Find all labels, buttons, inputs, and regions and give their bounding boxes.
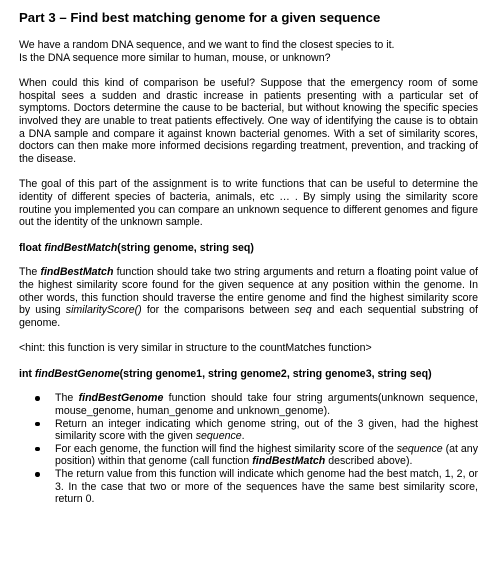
text-run: for the comparisons between (141, 304, 295, 317)
find-best-match-signature (19, 242, 478, 255)
variable-reference: seq (294, 304, 312, 317)
find-best-genome-signature (19, 368, 478, 381)
signature-return-type: float (19, 241, 45, 254)
text-run: . (241, 430, 245, 443)
text-run: function should take two string arguments and return a floating point value of the highest similarity score found for the given sequence at any position within the genome. In other words, this function should traverse the entire genome and find the highest similarity score by using (19, 266, 478, 317)
text-run: Return an integer indicating which genome string, out of the 3 given, had the highest similarity score with the given (55, 417, 478, 443)
signature-arguments: (string genome1, string genome2, string genome3, string seq) (119, 367, 432, 380)
function-name: findBestGenome (78, 392, 164, 405)
list-item (55, 392, 478, 417)
list-item (55, 418, 478, 443)
text-run: The (19, 266, 41, 279)
list-item (55, 443, 478, 468)
signature-function-name: findBestMatch (44, 241, 118, 254)
text-run: (at any position) within that genome (call function (55, 442, 478, 468)
intro-line-1: We have a random DNA sequence, and we want to find the closest species to it. (19, 39, 395, 51)
requirements-list (19, 392, 478, 505)
intro-line-2: Is the DNA sequence more similar to human, mouse, or unknown? (19, 51, 331, 64)
variable-reference: sequence (195, 430, 242, 443)
signature-function-name: findBestGenome (34, 367, 120, 380)
find-best-match-description (19, 266, 478, 329)
signature-return-type: int (19, 367, 35, 380)
variable-reference: sequence (396, 442, 443, 455)
function-name: findBestMatch (252, 455, 326, 468)
text-run: and each sequential substring of genome. (19, 304, 478, 329)
section-title: Part 3 – Find best matching genome for a given sequence (19, 10, 381, 25)
text-run: The return value from this function will indicate which genome had the best match, 1, 2, or 3. In the case that two or more of the sequences have the same best similarity score, return 0. (55, 468, 478, 506)
list-item (55, 468, 478, 506)
text-run: function should take four string arguments(unknown sequence, mouse_genome, human_genome and unknown_genome). (55, 392, 479, 418)
goal-paragraph: The goal of this part of the assignment is to write functions that can be useful to determine the identity of different species of bacteria, animals, etc … . By simply using the similarity score routine you implemented you can compare an unknown sequence to different genomes and figure out the identity of the unknown sample. (19, 178, 478, 229)
text-run: For each genome, the function will find the highest similarity score of the (55, 442, 397, 455)
hint-line: <hint: this function is very similar in structure to the countMatches function> (19, 342, 372, 355)
text-run: The (55, 392, 79, 405)
usefulness-paragraph: When could this kind of comparison be useful? Suppose that the emergency room of some hospital sees a sudden and drastic increase in patients presenting with a particular set of symptoms. Doctors determine the cause to be bacterial, but without knowing the specific species involved they are unable to treat patients effectively. One way of identifying the cause is to obtain a DNA sample and compare it against known bacterial genomes. With a set of similarity scores, doctors can then make more informed decisions regarding treatment, prevention, and tracking of the disease. (19, 77, 478, 165)
intro-paragraph (19, 39, 478, 64)
signature-arguments: (string genome, string seq) (117, 241, 254, 254)
text-run: described above). (325, 455, 413, 468)
function-name: findBestMatch (40, 266, 114, 279)
function-reference: similarityScore() (65, 304, 142, 317)
